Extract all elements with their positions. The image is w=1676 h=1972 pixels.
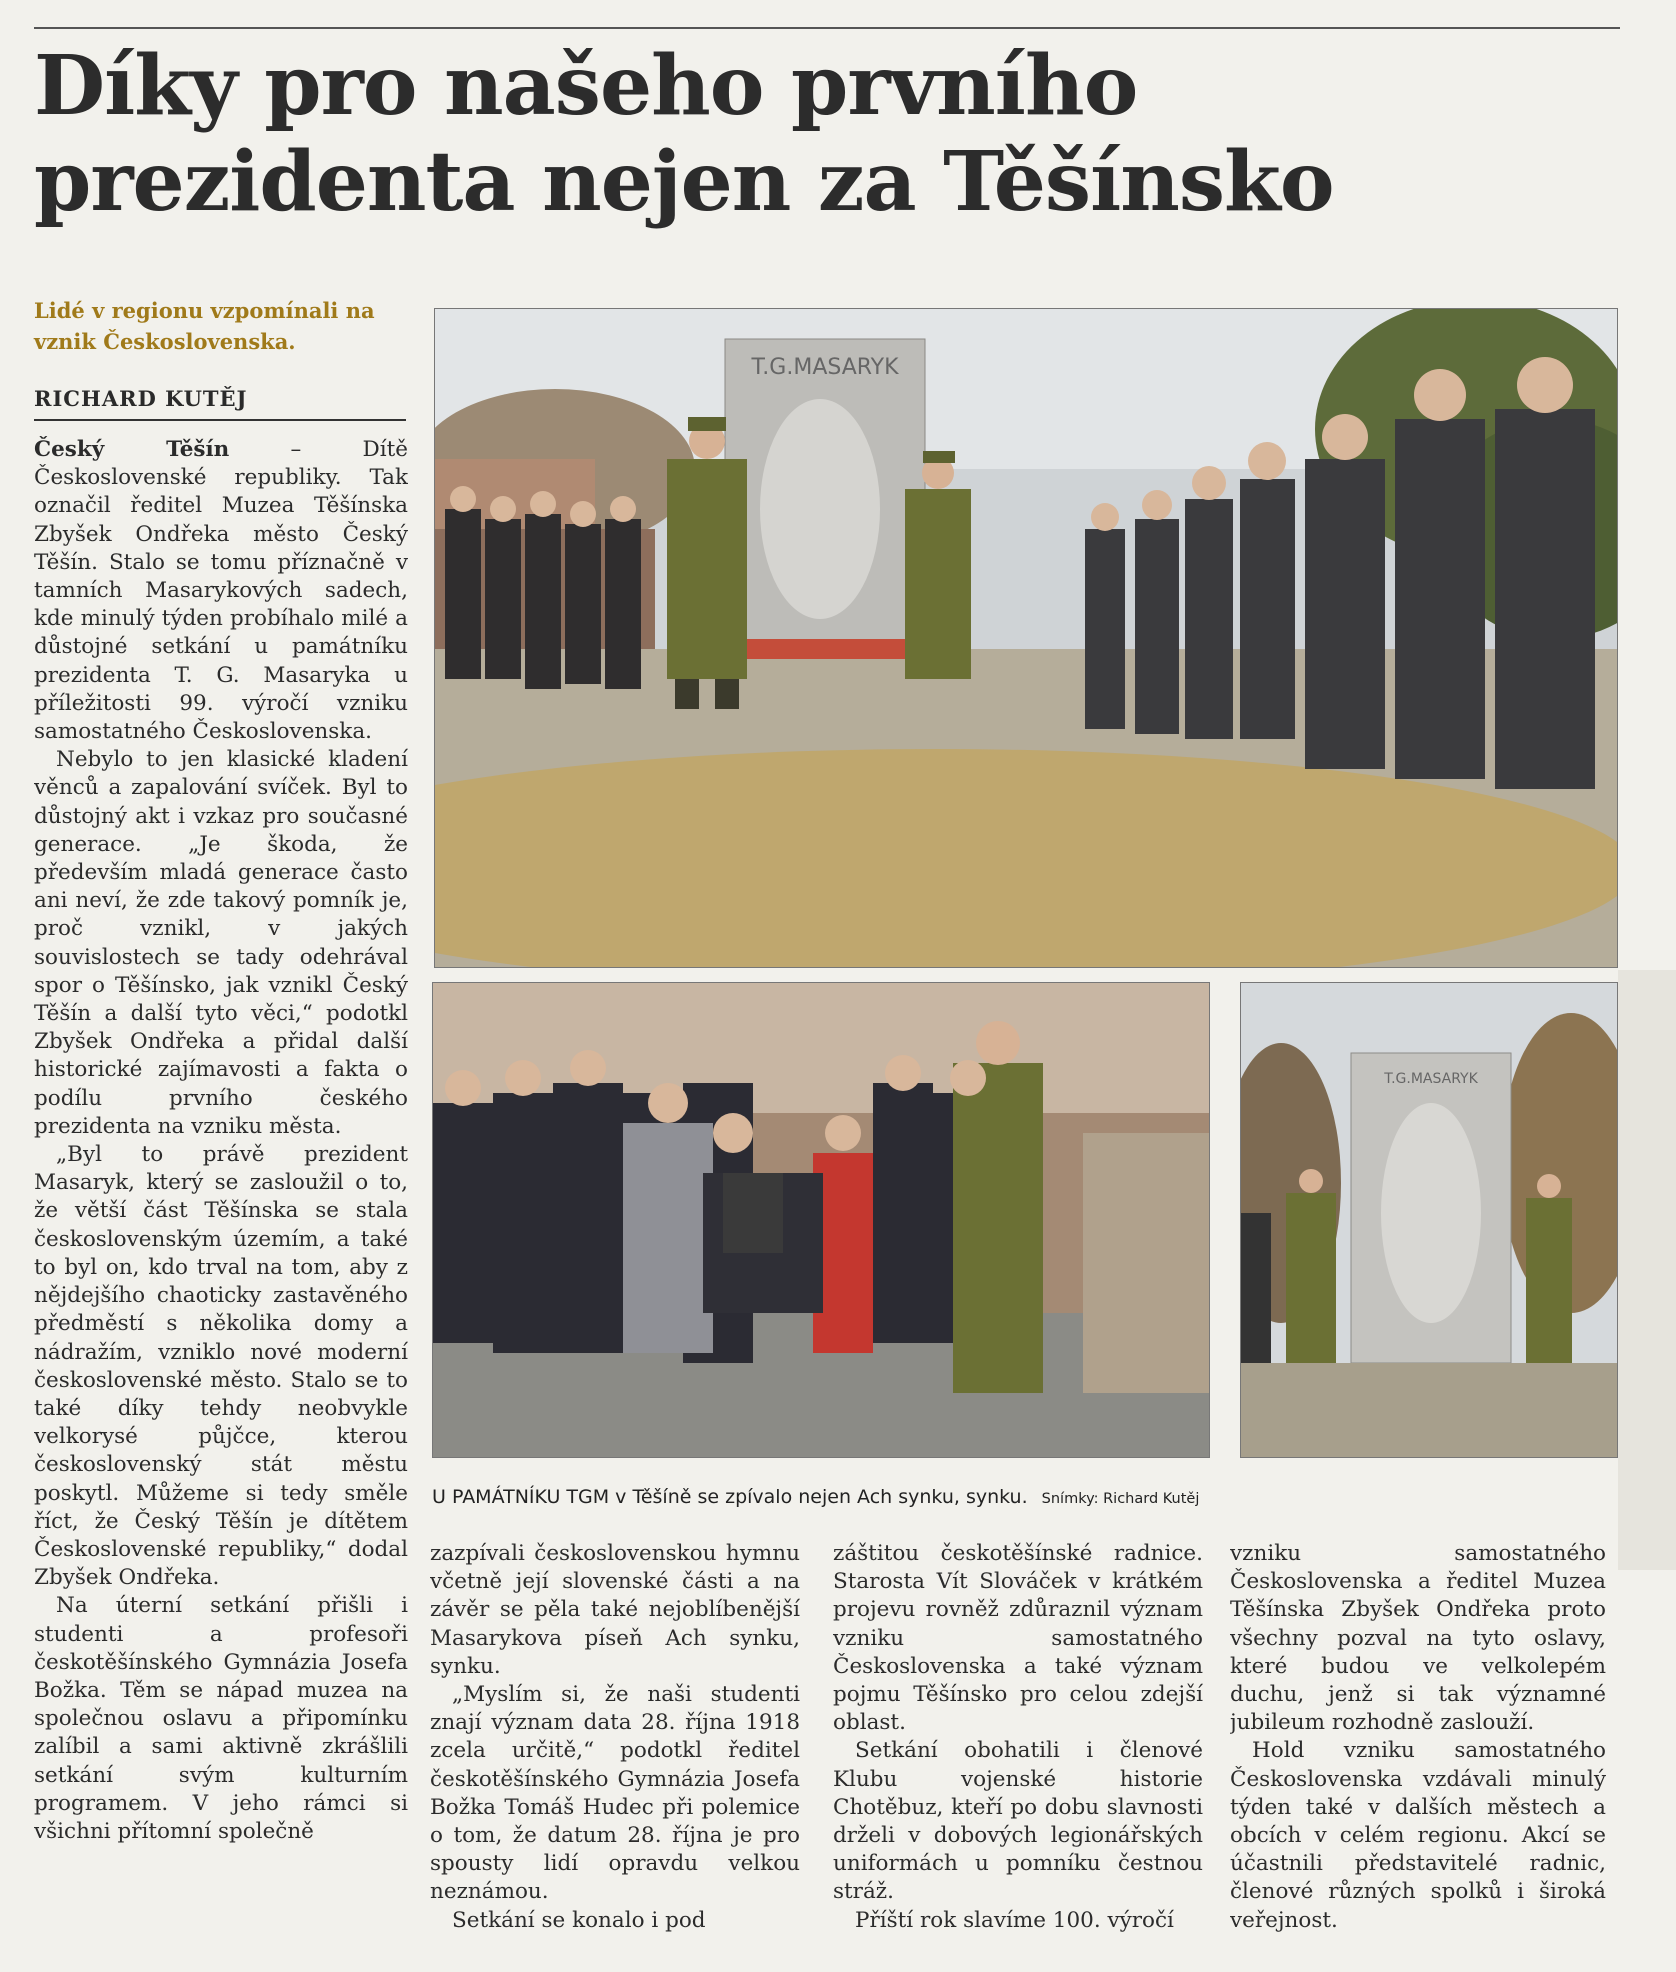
caption-text: U PAMÁTNÍKU TGM v Těšíně se zpívalo nejen Ach synku, synku. bbox=[432, 1486, 1028, 1508]
dateline-place: Český Těšín bbox=[34, 437, 230, 462]
paragraph: vzniku samostatného Československa a ředitel Muzea Těšínska Zbyšek Ondřeka proto všechny pozval na tyto oslavy, které budou ve velkolepém duchu, jenž si tak významné jubileum rozhodně zaslouží. bbox=[1230, 1541, 1606, 1736]
article-column-2 bbox=[430, 1540, 800, 1960]
article-column-4 bbox=[1230, 1540, 1606, 1960]
paragraph: „Byl to právě prezident Masaryk, který se zasloužil o to, že větší část Těšínska se stala československým územím, a také to byl on, kdo trval na tom, aby z nějdejšího chaoticky zastavěného předměstí s několika domy a nádražím, vzniklo nové moderní československé město. Stalo se to také díky tehdy neobvykle velkorysé půjčce, kterou československý stát městu poskytl. Můžeme si tedy směle říct, že Český Těšín je dítětem Československé republiky,“ dodal Zbyšek Ondřeka. bbox=[34, 1142, 408, 1591]
photo-monument-guards bbox=[1240, 982, 1618, 1458]
paragraph: Setkání se konalo i pod bbox=[452, 1907, 706, 1933]
paragraph: zazpívali československou hymnu včetně její slovenské části a na závěr se pěla také nejoblíbenější Masarykova píseň Ach synku, synku. bbox=[430, 1541, 800, 1679]
paragraph: Příští rok slavíme 100. výročí bbox=[855, 1907, 1174, 1933]
paragraph: Na úterní setkání přišli i studenti a profesoři českotěšínského Gymnázia Josefa Božka. Těm se nápad muzea na společnou oslavu a připomínku zalíbil a sami aktivně zkrášlili setkání svým kulturním programem. V jeho rámci si všichni přítomní společně bbox=[34, 1593, 408, 1844]
paragraph: „Myslím si, že naši studenti znají význam data 28. října 1918 zcela určitě,“ podotkl ředitel českotěšínského Gymnázia Josefa Božka Tomáš Hudec při polemice o tom, že datum 28. října je pro spousty lidí opravdu velkou neznámou. bbox=[430, 1682, 800, 1905]
article-column-3 bbox=[833, 1540, 1203, 1960]
byline: RICHARD KUTĚJ bbox=[34, 386, 406, 421]
photo-students-singing bbox=[432, 982, 1210, 1458]
photo-credit: Snímky: Richard Kutěj bbox=[1041, 1491, 1200, 1507]
paragraph: Setkání obohatili i členové Klubu vojenské historie Chotěbuz, kteří po dobu slavnosti drželi v dobových legionářských uniformách u pomníku čestnou stráž. bbox=[833, 1738, 1203, 1905]
top-rule bbox=[34, 27, 1620, 29]
monument-inscription: T.G.MASARYK bbox=[751, 355, 899, 380]
paragraph: záštitou českotěšínské radnice. Starosta Vít Slováček v krátkém projevu rovněž zdůraznil význam vzniku samostatného Československa a také význam pojmu Těšínsko pro celou zdejší oblast. bbox=[833, 1541, 1203, 1736]
paragraph: Nebylo to jen klasické kladení věnců a zapalování svíček. Byl to důstojný akt i vzkaz pro současné generace. „Je škoda, že především mladá generace často ani neví, že zde takový pomník je, proč vznikl, v jakých souvislostech se tady odehrával spor o Těšínsko, jak vznikl Český Těšín a další tyto věci,“ podotkl Zbyšek Ondřeka a přidal další historické zajímavosti a fakta o podílu prvního českého prezidenta na vzniku města. bbox=[34, 747, 408, 1139]
paragraph: Český Těšín – Dítě Československé republiky. Tak označil ředitel Muzea Těšínska Zbyšek Ondřeka město Český Těšín. Stalo se tomu příznačně v tamních Masarykových sadech, kde minulý týden probíhalo milé a důstojné setkání u památníku prezidenta T. G. Masaryka u příležitosti 99. výročí vzniku samostatného Československa. bbox=[34, 437, 408, 745]
photo-caption bbox=[432, 1486, 1612, 1508]
svg-text:T.G.MASARYK: T.G.MASARYK bbox=[1384, 1071, 1478, 1087]
subhead: Lidé v regionu vzpomínali na vznik Československa. bbox=[34, 298, 375, 354]
paragraph: Hold vzniku samostatného Československa vzdávali minulý týden také v dalších městech a obcích v celém regionu. Akcí se účastnili představitelé radnic, členové různých spolků i široká veřejnost. bbox=[1230, 1738, 1606, 1933]
adjacent-page-bleed bbox=[1618, 970, 1676, 1570]
article-column-1 bbox=[34, 436, 408, 1956]
photo-monument-honor-guard bbox=[434, 308, 1618, 968]
headline: Díky pro našeho prvního prezidenta nejen za Těšínsko bbox=[34, 38, 1334, 230]
